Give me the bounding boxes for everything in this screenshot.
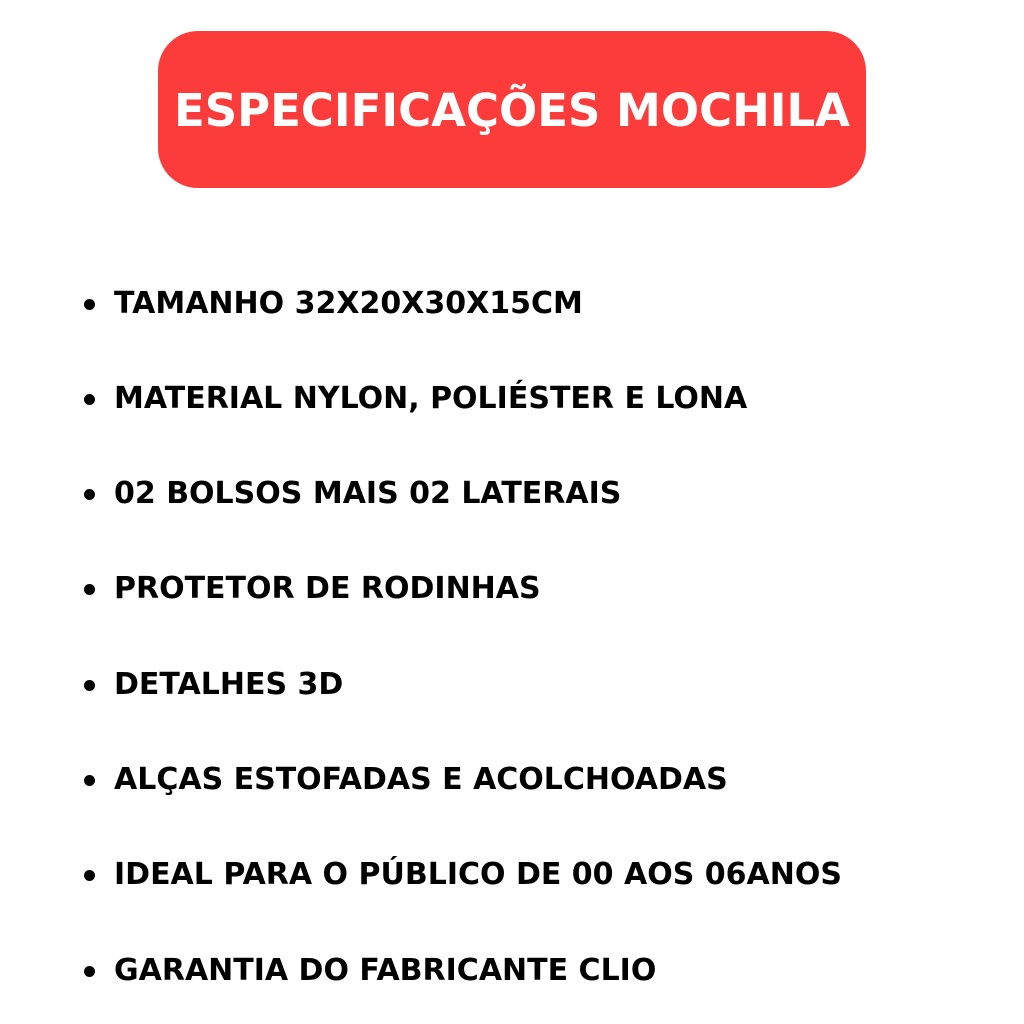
spec-item-label: DETALHES 3D	[114, 667, 344, 702]
spec-item-warranty	[84, 951, 656, 991]
page-title: ESPECIFICAÇÕES MOCHILA	[173, 84, 851, 137]
spec-item-wheel-protector	[84, 569, 541, 609]
bullet-icon	[84, 966, 95, 977]
spec-item-label: 02 BOLSOS MAIS 02 LATERAIS	[114, 476, 622, 511]
bullet-icon	[84, 299, 95, 310]
bullet-icon	[84, 584, 95, 595]
spec-item-pockets	[84, 474, 621, 514]
spec-item-label: PROTETOR DE RODINHAS	[114, 571, 541, 606]
spec-item-label: ALÇAS ESTOFADAS E ACOLCHOADAS	[114, 762, 728, 797]
bullet-icon	[84, 394, 95, 405]
spec-item-label: IDEAL PARA O PÚBLICO DE 00 AOS 06ANOS	[114, 857, 842, 892]
spec-item-label: TAMANHO 32X20X30X15CM	[114, 286, 583, 321]
spec-item-straps	[84, 760, 728, 800]
spec-item-size	[84, 284, 583, 324]
bullet-icon	[84, 489, 95, 500]
bullet-icon	[84, 870, 95, 881]
spec-item-3d-details	[84, 665, 343, 705]
bullet-icon	[84, 680, 95, 691]
spec-item-label: GARANTIA DO FABRICANTE CLIO	[114, 953, 657, 988]
spec-item-age-range	[84, 855, 842, 895]
bullet-icon	[84, 775, 95, 786]
spec-item-material	[84, 379, 747, 419]
spec-item-label: MATERIAL NYLON, POLIÉSTER E LONA	[114, 381, 748, 416]
